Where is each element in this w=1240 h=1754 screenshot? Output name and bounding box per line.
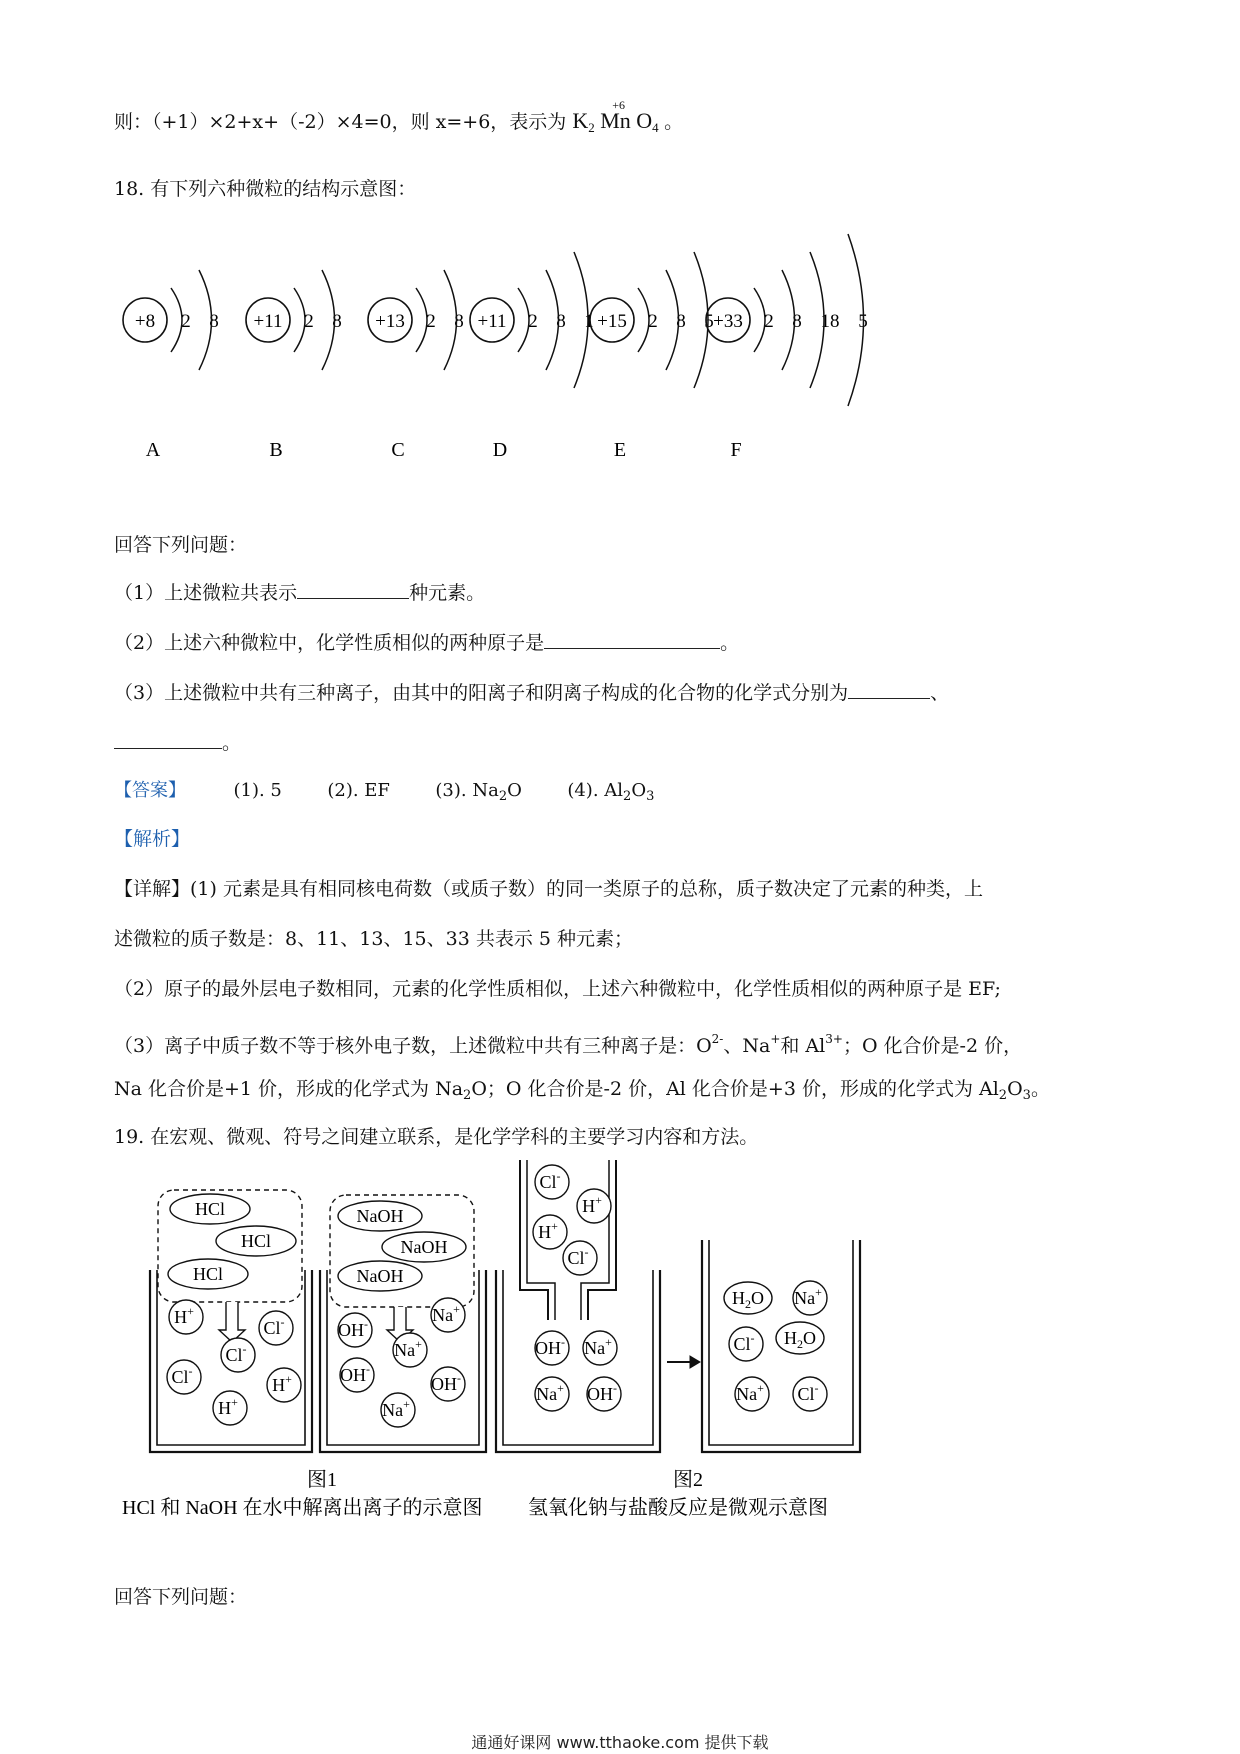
reaction-arrow-head [690, 1356, 700, 1368]
hcl-molecule-1: HCl [194, 1199, 226, 1219]
shell-electrons: 2 [304, 311, 314, 332]
oh-ion: OH- [338, 1317, 368, 1340]
detail-5-b: O；O 化合价是-2 价，Al 化合价是+3 价，形成的化学式为 Al [471, 1078, 999, 1100]
figure-1-caption: HCl 和 NaOH 在水中解离出离子的示意图 [122, 1497, 483, 1519]
shell-electrons: 1 [584, 311, 594, 332]
shell-electrons: 8 [454, 311, 464, 332]
answer-3-pre: (3). Na [435, 780, 499, 801]
na-ion: Na+ [536, 1381, 564, 1404]
analysis-tag: 【解析】 [114, 828, 191, 850]
shell-electrons: 2 [181, 311, 191, 332]
funnel-right-inner [581, 1160, 609, 1320]
atom-E [590, 252, 714, 461]
naoh-molecule-1: NaOH [356, 1206, 404, 1226]
detail-4-a: （3）离子中质子数不等于核外电子数，上述微粒中共有三种离子是：O [114, 1035, 712, 1057]
hcl-molecule-2: HCl [240, 1231, 272, 1251]
detail-line-1: 【详解】(1) 元素是具有相同核电荷数（或质子数）的同一类原子的总称，质子数决定了元素的种类，上 [114, 878, 983, 900]
figure-2-caption: 氢氧化钠与盐酸反应是微观示意图 [528, 1497, 828, 1519]
shell-electrons: 2 [528, 311, 538, 332]
beaker-figure [0, 1160, 1240, 1520]
naoh-molecule-2: NaOH [400, 1237, 448, 1257]
q19-prompt: 回答下列问题： [114, 1586, 248, 1608]
atoms-group [123, 234, 868, 461]
q1-answer-blank[interactable] [297, 580, 409, 599]
answer-2: (2). EF [327, 780, 390, 801]
atom-A [123, 270, 219, 461]
answer-4-pre: (4). Al [567, 780, 624, 801]
q18-question-3 [114, 680, 949, 706]
beaker-reaction-inner [503, 1270, 653, 1445]
oh-ion: OH- [431, 1371, 461, 1394]
h-ion: H+ [538, 1219, 558, 1242]
q2-answer-blank[interactable] [544, 630, 720, 649]
q1-text-end: 种元素。 [409, 582, 486, 604]
atom-structure-diagrams [0, 212, 1240, 472]
oh-ion: OH- [587, 1381, 617, 1404]
atom-label: A [145, 439, 161, 461]
cl-ion: Cl- [171, 1364, 193, 1387]
q1-text: （1）上述微粒共表示 [114, 582, 298, 604]
answer-1: (1). 5 [233, 780, 282, 801]
shell-electrons: 8 [792, 311, 802, 332]
detail-line-3: （2）原子的最外层电子数相同，元素的化学性质相似，上述六种微粒中，化学性质相似的两种原子是 EF; [114, 978, 1001, 1000]
beakers-group [122, 1160, 860, 1519]
nucleus-charge: +15 [597, 311, 627, 332]
na-ion: Na+ [736, 1381, 764, 1404]
atom-label: C [391, 439, 405, 461]
detail-4-sup2: + [770, 1032, 781, 1046]
q3-answer-blank-1[interactable] [848, 680, 930, 699]
nucleus-charge: +11 [477, 311, 507, 332]
water-molecule: $H_2O$ [732, 1288, 764, 1311]
cl-ion: Cl- [225, 1342, 247, 1365]
detail-4-sup3: 3+ [825, 1032, 843, 1046]
oh-ion: OH- [535, 1335, 565, 1358]
formula-k: K [572, 108, 589, 133]
q18-question-1 [114, 580, 485, 606]
shell-electrons: 2 [648, 311, 658, 332]
shell-electrons: 8 [676, 311, 686, 332]
h-ion: H+ [218, 1395, 238, 1418]
detail-5-sub2: 2 [998, 1088, 1008, 1103]
na-ion: Na+ [394, 1337, 422, 1360]
q3-separator: 、 [930, 682, 950, 704]
formula-mn-group [600, 98, 631, 134]
detail-4-b: 、Na [723, 1035, 771, 1057]
q18-answer [114, 778, 654, 810]
intro-end: 。 [664, 111, 684, 133]
water-molecule: $H_2O$ [784, 1328, 816, 1351]
atom-C [368, 270, 464, 461]
nucleus-charge: +11 [253, 311, 283, 332]
cl-ion: Cl- [733, 1331, 755, 1354]
oh-ion: OH- [340, 1362, 370, 1385]
cl-ion: Cl- [263, 1315, 285, 1338]
formula-valence: +6 [612, 98, 625, 112]
na-ion: Na+ [794, 1285, 822, 1308]
detail-line-2: 述微粒的质子数是：8、11、13、15、33 共表示 5 种元素； [114, 928, 634, 950]
atom-D [470, 252, 594, 461]
intro-text: 则：（+1）×2+x+（-2）×4=0，则 x=+6，表示为 [114, 111, 567, 133]
shell-electrons: 5 [858, 311, 868, 332]
detail-line-5 [114, 1076, 1050, 1109]
atom-label: F [730, 439, 742, 461]
shell-electrons: 2 [764, 311, 774, 332]
detail-5-sub3: 3 [1022, 1088, 1031, 1103]
h-ion: H+ [174, 1304, 194, 1327]
figure-1-label: 图1 [307, 1469, 337, 1491]
formula-o: O [636, 108, 653, 133]
q3-answer-blank-2[interactable] [114, 730, 222, 749]
detail-4-sup1: 2- [711, 1032, 724, 1046]
q2-text-end: 。 [720, 632, 740, 654]
detail-line-4 [114, 1026, 1022, 1059]
figure-2-label: 图2 [673, 1469, 703, 1491]
atom-B [246, 270, 342, 461]
hcl-molecule-3: HCl [192, 1264, 224, 1284]
shell-electrons: 5 [704, 311, 714, 332]
k2mno4-formula [572, 98, 664, 135]
q2-text: （2）上述六种微粒中，化学性质相似的两种原子是 [114, 632, 545, 654]
shell-electrons: 18 [820, 311, 840, 332]
formula-o-sub: 4 [652, 120, 659, 135]
detail-4-d: ；O 化合价是-2 价， [842, 1035, 1023, 1057]
page-footer: 通通好课网 www.tthaoke.com 提供下载 [471, 1733, 769, 1752]
detail-4-c: 和 Al [780, 1035, 826, 1057]
nucleus-charge: +33 [713, 311, 743, 332]
answer-4 [567, 780, 655, 804]
na-ion: Na+ [382, 1397, 410, 1420]
shell-electrons: 2 [426, 311, 436, 332]
q18-question-2 [114, 630, 739, 656]
atom-label: B [269, 439, 283, 461]
shell-electrons: 8 [332, 311, 342, 332]
nucleus-charge: +8 [134, 311, 156, 332]
cl-ion: Cl- [539, 1169, 561, 1192]
formula-k-sub: 2 [588, 120, 595, 135]
answer-tag: 【答案】 [114, 780, 186, 801]
q18-prompt: 回答下列问题： [114, 534, 248, 556]
answer-4-mid: O [631, 780, 647, 801]
na-ion: Na+ [584, 1335, 612, 1358]
naoh-molecule-3: NaOH [356, 1266, 404, 1286]
atom-F [706, 234, 868, 461]
q3-text-end: 。 [222, 732, 242, 754]
cl-ion: Cl- [797, 1381, 819, 1404]
dissociation-arrow [219, 1302, 245, 1342]
answer-3-post: O [507, 780, 522, 801]
shell-electrons: 8 [209, 311, 219, 332]
answer-3-sub: 2 [498, 789, 508, 804]
answer-4-sub2: 3 [646, 789, 655, 804]
answer-3 [435, 780, 522, 804]
intro-line [114, 98, 684, 141]
q18-title: 18. 有下列六种微粒的结构示意图： [114, 178, 417, 200]
atom-label: D [492, 439, 508, 461]
q19-title: 19. 在宏观、微观、符号之间建立联系，是化学学科的主要学习内容和方法。 [114, 1126, 759, 1148]
cl-ion: Cl- [567, 1245, 589, 1268]
q18-question-3-cont [114, 730, 241, 756]
formula-mn: Mn [600, 108, 631, 133]
na-ion: Na+ [432, 1302, 460, 1325]
detail-5-d: 。 [1030, 1078, 1050, 1100]
detail-5-a: Na 化合价是+1 价，形成的化学式为 Na [114, 1078, 464, 1100]
beaker-reaction-outer [496, 1270, 660, 1452]
atom-label: E [613, 439, 627, 461]
detail-5-sub1: 2 [463, 1088, 472, 1103]
detail-5-c: O [1007, 1078, 1023, 1100]
h-ion: H+ [582, 1193, 602, 1216]
nucleus-charge: +13 [375, 311, 405, 332]
funnel-right-wall [588, 1160, 616, 1320]
h-ion: H+ [272, 1372, 292, 1395]
answer-4-sub1: 2 [623, 789, 632, 804]
shell-electrons: 8 [556, 311, 566, 332]
q3-text: （3）上述微粒中共有三种离子，由其中的阳离子和阴离子构成的化合物的化学式分别为 [114, 682, 849, 704]
